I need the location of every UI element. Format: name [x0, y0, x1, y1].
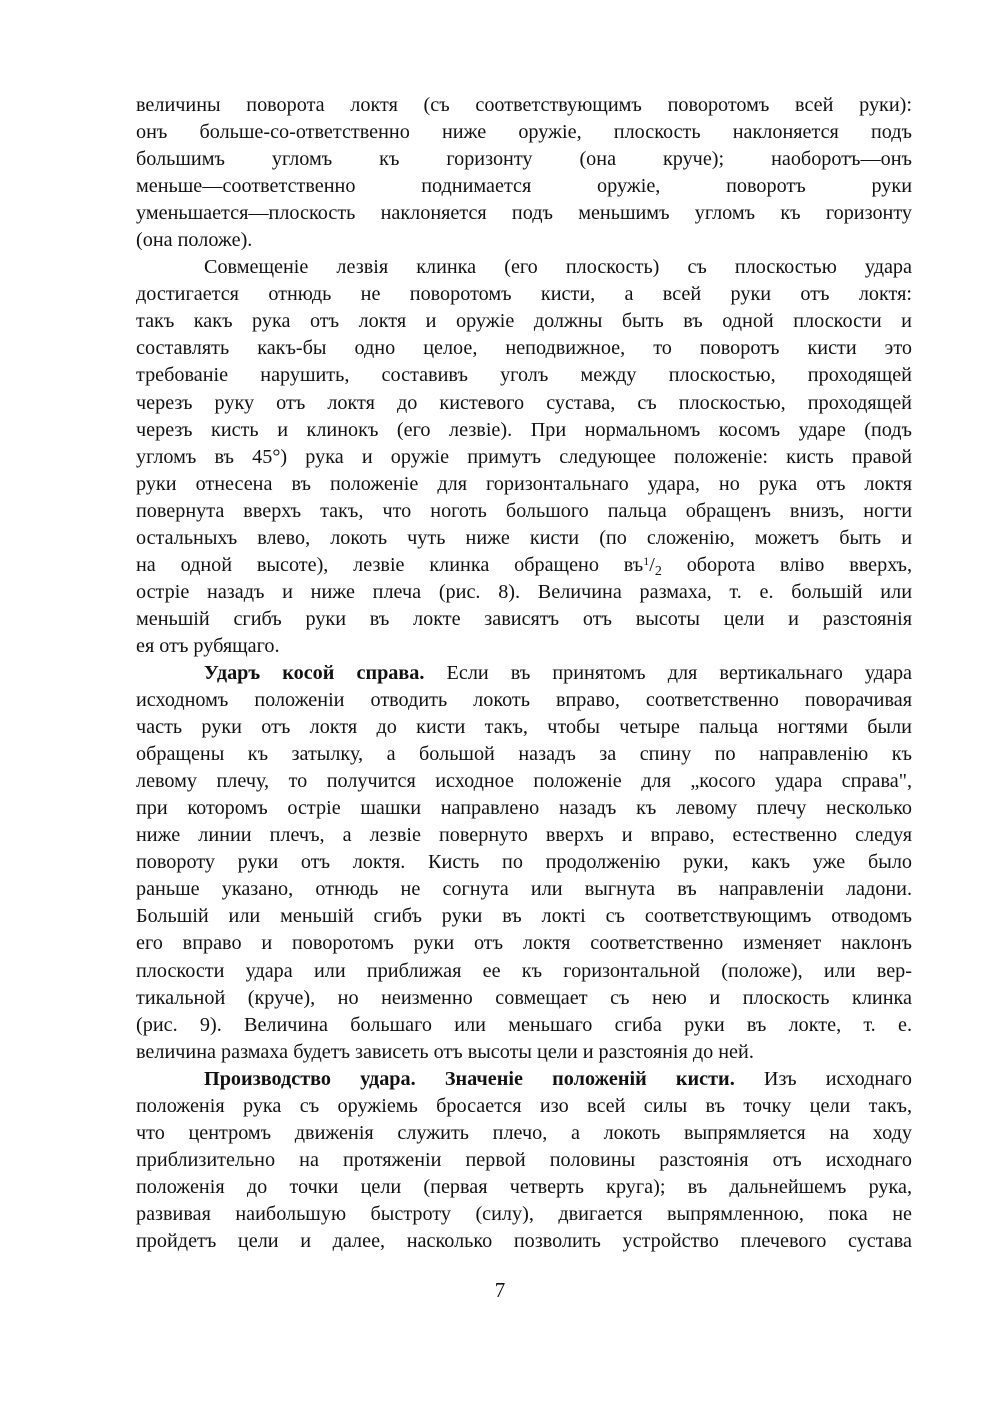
text-line: ниже линии плечъ, а лезвіе повернуто вверхъ и вправо, естественно следуя: [136, 824, 912, 847]
text-line: меньшiй сгибъ руки въ локте зависятъ отъ высоты цели и разстоянія: [136, 607, 912, 630]
text-line: обращены къ затылку, а большой назадъ за спину по направленію къ: [136, 743, 912, 766]
text-line: левому плечу, то получится исходное положеніе для „косого удара справа",: [136, 770, 912, 793]
section-heading: Производство удара. Значеніе положеній кисти.: [204, 1067, 735, 1090]
text-line: приблизительно на протяженіи первой половины разстоянія отъ исходнаго: [136, 1148, 912, 1171]
text-line: большимъ угломъ къ горизонту (она круче); наоборотъ—онъ: [136, 148, 912, 171]
text-line: черезъ кисть и клинокъ (его лезвіе). При нормальномъ косомъ ударе (подъ: [136, 418, 912, 441]
text-line: [136, 660, 912, 687]
text-line: развивая наибольшую быстроту (силу), двигается выпрямленною, пока не: [136, 1202, 912, 1225]
text-line: повернута вверхъ такъ, что ноготь большого пальца обращенъ внизъ, ногти: [136, 499, 912, 522]
text-segment: Изъ исходнаго: [734, 1067, 913, 1090]
text-line: (она положе).: [136, 229, 253, 252]
fraction-numerator: 1: [643, 553, 650, 568]
text-line: плоскости удара или приближая ее къ горизонтальной (положе), или вер-: [136, 959, 912, 982]
fraction-denominator: 2: [654, 563, 662, 579]
text-line: угломъ въ 45°) рука и оружіе примутъ следующее положеніе: кисть правой: [136, 445, 912, 468]
document-page: [136, 92, 912, 1255]
text-line: (рис. 9). Величина большаго или меньшаго сгиба руки въ локте, т. е.: [136, 1013, 912, 1036]
text-line: повороту руки отъ локтя. Кисть по продолженію руки, какъ уже было: [136, 851, 912, 874]
text-line: пройдетъ цели и далее, насколько позволить устройство плечевого сустава: [136, 1229, 912, 1252]
text-line: черезъ руку отъ локтя до кистевого сустава, съ плоскостью, проходящей: [136, 391, 912, 414]
text-line: раньше указано, отнюдь не согнута или выгнута въ направленіи ладони.: [136, 878, 912, 901]
text-line: уменьшается—плоскость наклоняется подъ меньшимъ угломъ къ горизонту: [136, 202, 912, 225]
text-line: [136, 1066, 912, 1093]
text-line: такъ какъ рука отъ локтя и оружіе должны быть въ одной плоскости и: [136, 310, 912, 333]
text-line: исходномъ положеніи отводить локоть вправо, соответственно поворачивая: [136, 689, 912, 712]
paragraph-4: [136, 1066, 912, 1255]
text-line: достигается отнюдь не поворотомъ кисти, а всей руки отъ локтя:: [136, 283, 912, 306]
text-line: Большiй или меньшiй сгибъ руки въ локтi съ соответствующимъ отводомъ: [136, 905, 912, 928]
text-line: часть руки отъ локтя до кисти такъ, чтобы четыре пальца ногтями были: [136, 716, 912, 739]
text-line: меньше—соответственно поднимается оружіе, поворотъ руки: [136, 175, 912, 198]
text-line: его вправо и поворотомъ руки отъ локтя соответственно изменяет наклонъ: [136, 932, 912, 955]
section-heading: Ударъ косой справа.: [204, 661, 425, 684]
text-line: онъ больше-со-ответственно ниже оружіе, плоскость наклоняется подъ: [136, 121, 912, 144]
fraction-slash: /: [649, 553, 655, 576]
text-line-fraction: [136, 552, 912, 579]
text-segment: Если въ принятомъ для вертикальнаго удара: [424, 661, 912, 684]
paragraph-1: [136, 92, 912, 254]
text-segment: на одной высоте), лезвіе клинка обращено въ: [136, 553, 644, 576]
text-line: положенія рука съ оружіемь бросается изо всей силы въ точку цели такъ,: [136, 1094, 912, 1117]
text-segment: оборота вліво вверхъ,: [661, 553, 912, 576]
text-line: требованіе нарушить, составивъ уголъ между плоскостью, проходящей: [136, 364, 912, 387]
text-line: ея отъ рубящаго.: [136, 634, 280, 657]
text-line: при которомъ острiе шашки направлено назадъ къ левому плечу несколько: [136, 797, 912, 820]
text-line: Совмещеніе лезвія клинка (его плоскость) съ плоскостью удара: [204, 256, 912, 279]
text-line: положенія до точки цели (первая четверть круга); въ дальнейшемъ рука,: [136, 1175, 912, 1198]
text-line: величины поворота локтя (съ соответствующимъ поворотомъ всей руки):: [136, 94, 912, 116]
text-line: тикальной (круче), но неизменно совмещает съ нею и плоскость клинка: [136, 986, 912, 1009]
text-line: руки отнесена въ положеніе для горизонтальнаго удара, но рука отъ локтя: [136, 472, 912, 495]
text-line: острiе назадъ и ниже плеча (рис. 8). Величина размаха, т. е. большiй или: [136, 580, 912, 603]
text-line: величина размаха будетъ зависеть отъ высоты цели и разстоянія до ней.: [136, 1040, 754, 1063]
text-line: что центромъ движенія служить плечо, а локоть выпрямляется на ходу: [136, 1121, 912, 1144]
page-number: 7: [494, 1278, 506, 1302]
paragraph-2: [136, 254, 912, 660]
text-line: составлять какъ-бы одно целое, неподвижное, то поворотъ кисти это: [136, 337, 912, 360]
paragraph-3: [136, 660, 912, 1066]
text-line: остальныхъ влево, локоть чуть ниже кисти (по сложенію, можетъ быть и: [136, 526, 912, 549]
